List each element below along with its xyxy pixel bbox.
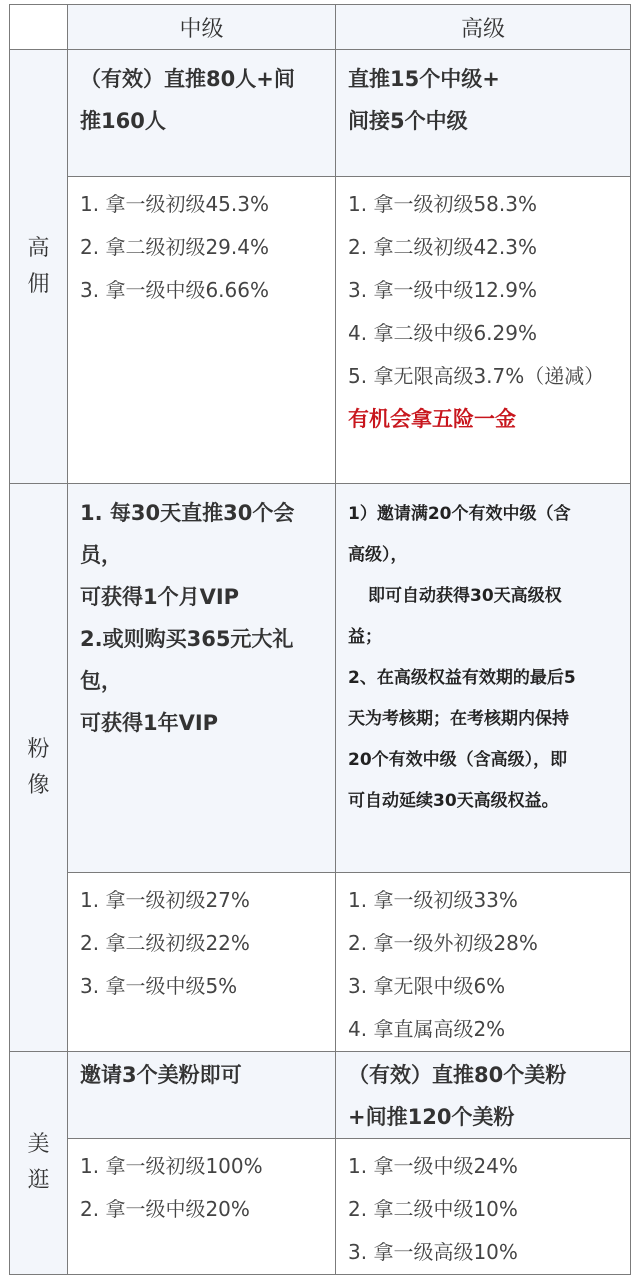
meiguang-mid-requirement bbox=[68, 1052, 336, 1139]
reward-item: 2. 拿二级中级10% bbox=[348, 1197, 518, 1221]
requirement-line: +间推120个美粉 bbox=[348, 1105, 515, 1129]
category-char: 美 bbox=[27, 1132, 50, 1157]
category-char: 高 bbox=[27, 235, 50, 261]
meiguang-mid-rewards bbox=[68, 1139, 336, 1275]
reward-item: 1. 拿一级初级45.3% bbox=[80, 192, 269, 216]
requirement-line: （有效）直推80人+间 bbox=[80, 67, 295, 91]
reward-item: 1. 拿一级初级58.3% bbox=[348, 192, 537, 216]
requirement-line: 天为考核期；在考核期内保持 bbox=[348, 709, 569, 729]
category-meiguang bbox=[10, 1052, 68, 1275]
reward-item: 3. 拿一级中级5% bbox=[80, 974, 238, 998]
category-char: 佣 bbox=[27, 271, 50, 297]
requirement-line: 包， bbox=[80, 669, 122, 693]
fenxiang-reward-row bbox=[10, 873, 631, 1052]
requirement-line: 2.或则购买365元大礼 bbox=[80, 627, 294, 651]
requirement-line: 高级）， bbox=[348, 545, 408, 565]
commission-table bbox=[9, 4, 631, 1275]
requirement-line: 可获得1年VIP bbox=[80, 711, 219, 735]
requirement-line: 20个有效中级（含高级），即 bbox=[348, 750, 568, 770]
header-high: 高级 bbox=[336, 5, 631, 50]
category-char: 粉 bbox=[27, 736, 50, 762]
reward-item: 3. 拿一级中级12.9% bbox=[348, 278, 537, 302]
requirement-line: 可获得1个月VIP bbox=[80, 585, 240, 609]
reward-item: 1. 拿一级初级33% bbox=[348, 888, 518, 912]
meiguang-high-rewards bbox=[336, 1139, 631, 1275]
fenxiang-mid-rewards bbox=[68, 873, 336, 1052]
category-char: 逛 bbox=[27, 1168, 50, 1193]
reward-item: 4. 拿二级中级6.29% bbox=[348, 321, 537, 345]
requirement-line: 可自动延续30天高级权益。 bbox=[348, 791, 559, 811]
category-gaoyong bbox=[10, 50, 68, 484]
requirement-line: 员， bbox=[80, 543, 122, 567]
reward-item: 2. 拿二级初级22% bbox=[80, 931, 250, 955]
benefit-note: 有机会拿五险一金 bbox=[348, 407, 516, 431]
meiguang-high-requirement bbox=[336, 1052, 631, 1139]
requirement-line: 即可自动获得30天高级权 bbox=[368, 586, 562, 606]
header-row bbox=[10, 5, 631, 50]
requirement-line: 1. 每30天直推30个会 bbox=[80, 501, 295, 525]
meiguang-req-row bbox=[10, 1052, 631, 1139]
requirement-line: 1）邀请满20个有效中级（含 bbox=[348, 504, 571, 524]
meiguang-reward-row bbox=[10, 1139, 631, 1275]
reward-item: 2. 拿一级中级20% bbox=[80, 1197, 250, 1221]
gaoyong-req-row bbox=[10, 50, 631, 177]
requirement-line: 直推15个中级+ bbox=[348, 67, 500, 91]
fenxiang-high-requirement bbox=[336, 484, 631, 873]
reward-item: 1. 拿一级初级100% bbox=[80, 1154, 263, 1178]
requirement-line: （有效）直推80个美粉 bbox=[348, 1063, 567, 1087]
corner-cell bbox=[10, 5, 68, 50]
reward-item: 3. 拿无限中级6% bbox=[348, 974, 506, 998]
fenxiang-req-row bbox=[10, 484, 631, 873]
reward-item: 5. 拿无限高级3.7%（递减） bbox=[348, 364, 605, 388]
requirement-line: 间接5个中级 bbox=[348, 109, 468, 133]
reward-item: 2. 拿一级外初级28% bbox=[348, 931, 538, 955]
requirement-line: 推160人 bbox=[80, 109, 166, 133]
reward-item: 1. 拿一级中级24% bbox=[348, 1154, 518, 1178]
category-fenxiang bbox=[10, 484, 68, 1052]
reward-item: 3. 拿一级中级6.66% bbox=[80, 278, 269, 302]
requirement-line: 2、在高级权益有效期的最后5 bbox=[348, 668, 576, 688]
gaoyong-mid-rewards bbox=[68, 177, 336, 484]
fenxiang-high-rewards bbox=[336, 873, 631, 1052]
reward-item: 2. 拿二级初级29.4% bbox=[80, 235, 269, 259]
requirement-line: 邀请3个美粉即可 bbox=[80, 1063, 242, 1087]
fenxiang-mid-requirement bbox=[68, 484, 336, 873]
category-char: 像 bbox=[27, 772, 50, 798]
header-mid: 中级 bbox=[68, 5, 336, 50]
reward-item: 1. 拿一级初级27% bbox=[80, 888, 250, 912]
reward-item: 2. 拿二级初级42.3% bbox=[348, 235, 537, 259]
requirement-line: 益； bbox=[348, 627, 382, 647]
gaoyong-mid-requirement bbox=[68, 50, 336, 177]
gaoyong-high-requirement bbox=[336, 50, 631, 177]
reward-item: 4. 拿直属高级2% bbox=[348, 1017, 506, 1041]
gaoyong-reward-row bbox=[10, 177, 631, 484]
gaoyong-high-rewards bbox=[336, 177, 631, 484]
reward-item: 3. 拿一级高级10% bbox=[348, 1240, 518, 1264]
